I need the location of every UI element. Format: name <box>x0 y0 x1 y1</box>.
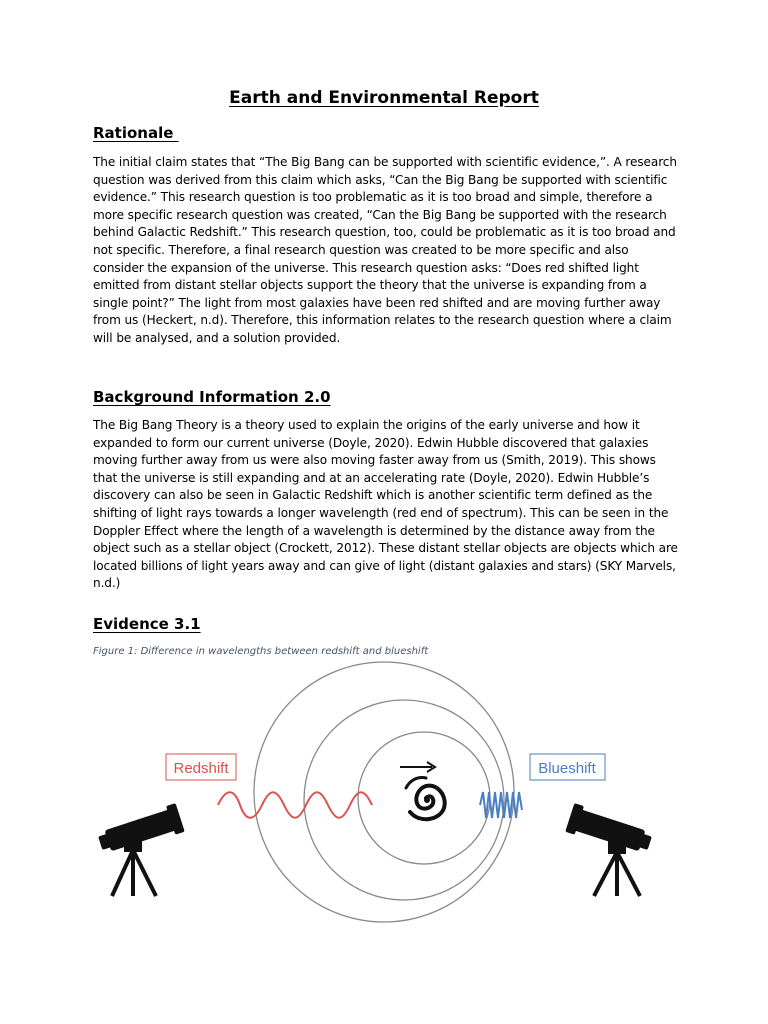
page-title: Earth and Environmental Report <box>229 88 539 108</box>
telescope-icon-right <box>565 792 656 896</box>
redshift-wave <box>218 792 372 818</box>
blueshift-wave <box>480 792 522 818</box>
telescope-icon-left <box>93 792 185 896</box>
galaxy-icon <box>406 777 445 819</box>
rationale-heading: Rationale <box>93 124 179 142</box>
background-paragraph: The Big Bang Theory is a theory used to explain the origins of the early universe and how it expanded to form our current universe (Doyle, 2020). Edwin Hubble discovered that galaxies moving further away from us were also moving faster away from us (Smith, 2019). This shows that the universe is still expanding and at an accelerating rate (Doyle, 2020). Edwin Hubble’s discovery can also be seen in Galactic Redshift which is another scientific term defined as the shifting of light rays towards a longer wavelength (red end of spectrum). This can be seen in the Doppler Effect where the length of a wavelength is determined by the distance away from the object such as a stellar object (Crockett, 2012). These distant stellar objects are objects which are located billions of light years away and can give of light (distant galaxies and stars) (SKY Marvels, n.d.) <box>93 418 678 591</box>
figure-caption: Figure 1: Difference in wavelengths between redshift and blueshift <box>93 646 429 657</box>
redshift-blueshift-figure <box>0 660 768 930</box>
wavefront-circles <box>254 662 514 922</box>
wavefront-circle-outer <box>254 662 514 922</box>
arrow-right-icon <box>400 762 435 772</box>
redshift-label: Redshift <box>173 760 229 777</box>
wavefront-circle-middle <box>304 700 504 900</box>
background-heading: Background Information 2.0 <box>93 388 331 406</box>
rationale-paragraph: The initial claim states that “The Big Bang can be supported with scientific evidence,”. A research question was derived from this claim which asks, “Can the Big Bang be supported with scientific evidence.” This research question is too problematic as it is too broad and simple, therefore a more specific research question was created, “Can the Big Bang be supported with the research behind Galactic Redshift.” This research question, too, could be problematic as it is too broad and not specific. Therefore, a final research question was created to be more specific and also consider the expansion of the universe. This research question asks: “Does red shifted light emitted from distant stellar objects support the theory that the universe is expanding from a single point?” The light from most galaxies have been red shifted and are moving further away from us (Heckert, n.d). Therefore, this information relates to the research question where a claim will be analysed, and a solution provided. <box>93 155 677 345</box>
blueshift-label: Blueshift <box>538 760 596 777</box>
evidence-heading: Evidence 3.1 <box>93 615 201 633</box>
